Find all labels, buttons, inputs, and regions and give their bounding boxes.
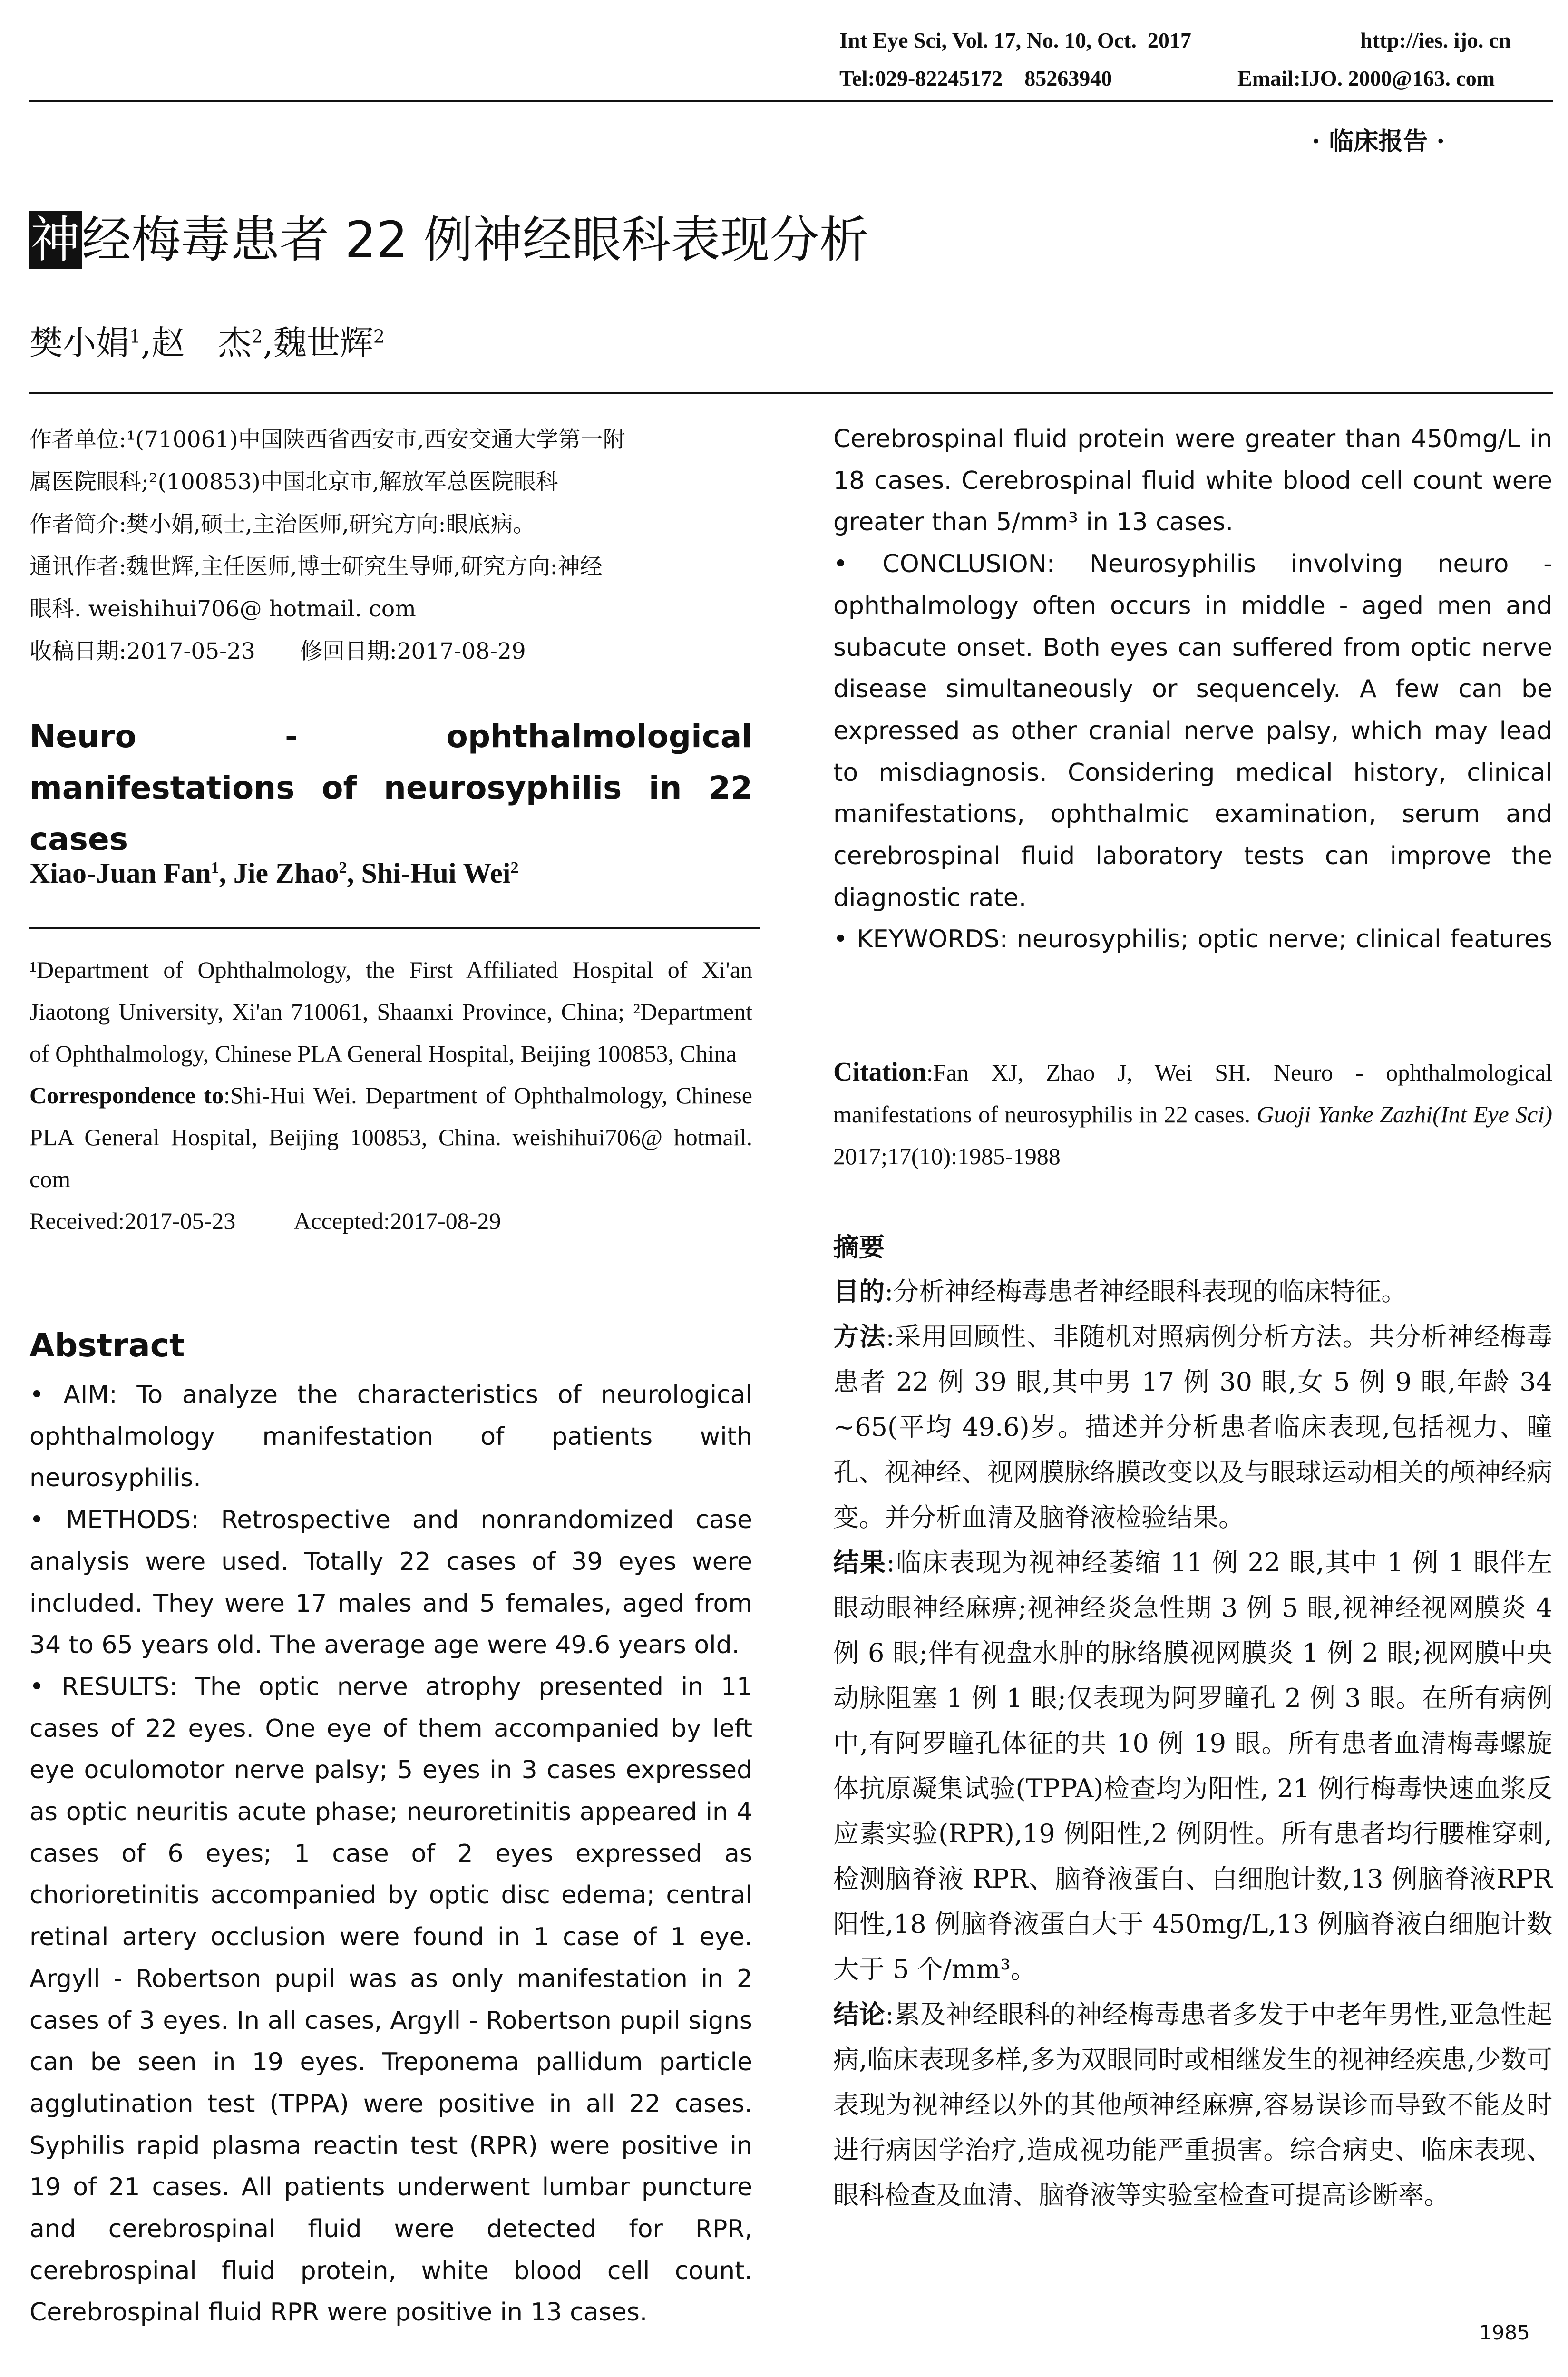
summary-results-label: 结果	[833, 1548, 886, 1578]
author-cn-1-sup: 1	[129, 326, 141, 347]
summary-aim-label: 目的	[833, 1276, 885, 1306]
journal-email: Email:IJO. 2000@163. com	[1237, 66, 1495, 90]
header-rule	[29, 100, 1553, 102]
author-cn-2-sup: 2	[251, 326, 263, 347]
abstract-keywords: • KEYWORDS: neurosyphilis; optic nerve; clinical features	[833, 925, 1552, 954]
summary-methods-label: 方法	[833, 1322, 886, 1352]
author-info-cn	[29, 419, 762, 672]
affiliation-en: ¹Department of Ophthalmology, the First Affiliated Hospital of Xi'an Jiaotong University, Xi'an 710061, Shaanxi Province, China; ²Department of Ophthalmology, Chinese PLA General Hospital, Beijing 100853, China	[29, 956, 752, 1067]
info-line-correspondence: 通讯作者:魏世辉,主任医师,博士研究生导师,研究方向:神经	[29, 554, 603, 580]
info-line-email: 眼科. weishihui706@ hotmail. com	[29, 596, 416, 622]
authors-en: Xiao-Juan Fan$^1$, Jie Zhao$^2$, Shi-Hui Wei$^2$	[29, 857, 519, 889]
page-number: 1985	[1479, 2321, 1530, 2344]
author-cn-3: 魏世辉	[273, 323, 373, 362]
section-tag: · 临床报告 ·	[1312, 127, 1445, 156]
author-cn-3-sup: 2	[373, 326, 385, 347]
summary-methods: :采用回顾性、非随机对照病例分析方法。共分析神经梅毒患者 22 例 39 眼,其中男 17 例 30 眼,女 5 例 9 眼,年龄 34 ~65(平均 49.6)岁。描述并分析患者临床表现,包括视力、瞳孔、视神经、视网膜脉络膜改变以及与眼球运动相关的颅神经病变。并分析血清及脑脊液检验结果。	[833, 1322, 1552, 1532]
citation-journal: Guoji Yanke Zazhi(Int Eye Sci)	[1256, 1101, 1552, 1128]
author-en-1-sup: 1	[211, 859, 219, 877]
abstract-right-block	[833, 419, 1552, 961]
abstract-conclusion: • CONCLUSION: Neurosyphilis involving neuro - ophthalmology often occurs in middle - aged men and subacute onset. Both eyes can suffered from optic nerve disease simultaneously or sequencely. A few can be expressed as other cranial nerve palsy, which may lead to misdiagnosis. Considering medical history, clinical manifestations, ophthalmic examination, serum and cerebrospinal fluid laboratory tests can improve the diagnostic rate.	[833, 550, 1552, 912]
title-rest: 经梅毒患者 22 例神经眼科表现分析	[82, 211, 869, 269]
title-en: Neuro - ophthalmological manifestations of neurosyphilis in 22 cases	[29, 718, 752, 857]
journal-tel: Tel:029-82245172 85263940	[839, 66, 1112, 90]
affiliation-rule	[29, 927, 760, 929]
accepted-date: Accepted:2017-08-29	[293, 1208, 501, 1234]
info-line-affiliation-1: 作者单位:¹(710061)中国陕西省西安市,西安交通大学第一附	[29, 427, 625, 453]
correspondence-label: Correspondence to	[29, 1082, 224, 1109]
summary-block	[833, 1269, 1552, 2218]
citation-block	[833, 1051, 1552, 1177]
abstract-left-block	[29, 1374, 752, 2334]
authors-rule	[29, 392, 1553, 394]
journal-url: http://ies. ijo. cn	[1360, 28, 1511, 52]
summary-aim: :分析神经梅毒患者神经眼科表现的临床特征。	[885, 1276, 1407, 1306]
author-en-3: Shi-Hui Wei	[361, 857, 511, 889]
abstract-results: • RESULTS: The optic nerve atrophy presented in 11 cases of 22 eyes. One eye of them accompanied by left eye oculomotor nerve palsy; 5 eyes in 3 cases expressed as optic neuritis acute phase; neuroretinitis appeared in 4 cases of 6 eyes; 1 case of 2 eyes expressed as chorioretinitis accompanied by optic disc edema; central retinal artery occlusion were found in 1 case of 1 eye. Argyll - Robertson pupil was as only manifestation in 2 cases of 3 eyes. In all cases, Argyll - Robertson pupil signs can be seen in 19 eyes. Treponema pallidum particle agglutination test (TPPA) were positive in all 22 cases. Syphilis rapid plasma reactin test (RPR) were positive in 19 of 21 cases. All patients underwent lumbar puncture and cerebrospinal fluid were detected for RPR, cerebrospinal fluid protein, white blood cell count. Cerebrospinal fluid RPR were positive in 13 cases.	[29, 1672, 752, 2327]
abstract-methods: • METHODS: Retrospective and nonrandomized case analysis were used. Totally 22 cases of 39 eyes were included. They were 17 males and 5 females, aged from 34 to 65 years old. The average age were 49.6 years old.	[29, 1506, 752, 1660]
abstract-aim: • AIM: To analyze the characteristics of neurological ophthalmology manifestation of patients with neurosyphilis.	[29, 1381, 752, 1493]
summary-conclusion-label: 结论	[833, 1999, 886, 2029]
info-line-dates: 收稿日期:2017-05-23 修回日期:2017-08-29	[29, 638, 526, 664]
abstract-heading: Abstract	[29, 1327, 185, 1364]
author-en-2: Jie Zhao	[233, 857, 339, 889]
correspondence-text: :Shi-Hui Wei. Department of Ophthalmology, Chinese PLA General Hospital, Beijing 100853, China. weishihui706@ hotmail. com	[29, 1082, 752, 1192]
summary-heading: 摘要	[833, 1232, 885, 1262]
summary-results: :临床表现为视神经萎缩 11 例 22 眼,其中 1 例 1 眼伴左眼动眼神经麻痹;视神经炎急性期 3 例 5 眼,视神经视网膜炎 4 例 6 眼;伴有视盘水肿的脉络膜视网膜炎 1 例 2 眼;视网膜中央动脉阻塞 1 例 1 眼;仅表现为阿罗瞳孔 2 例 3 眼。在所有病例中,有阿罗瞳孔体征的共 10 例 19 眼。所有患者血清梅毒螺旋体抗原凝集试验(TPPA)检查均为阳性, 21 例行梅毒快速血浆反应素实验(RPR),19 例阳性,2 例阴性。所有患者均行腰椎穿刺,检测脑脊液 RPR、脑脊液蛋白、白细胞计数,13 例脑脊液RPR 阳性,18 例脑脊液蛋白大于 450mg/L,13 例脑脊液白细胞计数大于 5 个/mm³。	[833, 1548, 1552, 1984]
author-en-2-sup: 2	[339, 859, 347, 877]
summary-conclusion: :累及神经眼科的神经梅毒患者多发于中老年男性,亚急性起病,临床表现多样,多为双眼同时或相继发生的视神经疾患,少数可表现为视神经以外的其他颅神经麻痹,容易误诊而导致不能及时进行病因学治疗,造成视功能严重损害。综合病史、临床表现、眼科检查及血清、脑脊液等实验室检查可提高诊断率。	[833, 1999, 1553, 2210]
abstract-results-continued: Cerebrospinal fluid protein were greater than 450mg/L in 18 cases. Cerebrospinal fluid white blood cell count were greater than 5/mm³ in 13 cases.	[833, 425, 1552, 537]
citation-label: Citation	[833, 1057, 926, 1087]
author-cn-2: 赵 杰	[151, 323, 252, 362]
author-en-3-sup: 2	[510, 859, 519, 877]
info-line-bio: 作者简介:樊小娟,硕士,主治医师,研究方向:眼底病。	[29, 511, 536, 537]
journal-citation-header: Int Eye Sci, Vol. 17, No. 10, Oct. 2017	[839, 28, 1191, 52]
affiliation-en-block	[29, 949, 752, 1242]
title-first-char: 神	[29, 211, 82, 269]
info-line-affiliation-2: 属医院眼科;²(100853)中国北京市,解放军总医院眼科	[29, 469, 558, 495]
citation-tail: 2017;17(10):1985-1988	[833, 1143, 1061, 1169]
author-en-1: Xiao-Juan Fan	[29, 857, 211, 889]
citation-text: :Fan XJ, Zhao J, Wei SH. Neuro - ophthalmological manifestations of neurosyphilis in 22 cases.	[833, 1059, 1552, 1128]
authors-cn: 樊小娟$^1$,赵 杰$^2$,魏世辉$^2$	[29, 323, 385, 362]
author-cn-1: 樊小娟	[29, 323, 129, 362]
received-date: Received:2017-05-23	[29, 1208, 236, 1234]
page-title	[29, 200, 868, 271]
